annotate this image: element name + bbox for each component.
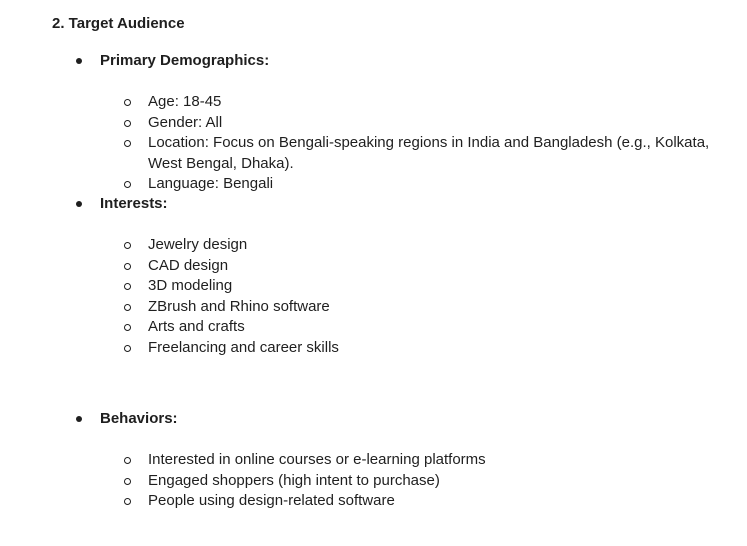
list-item-text: ZBrush and Rhino software xyxy=(148,297,330,315)
subsection-title-behaviors: Behaviors: xyxy=(100,410,178,427)
list-item-text: Arts and crafts xyxy=(148,318,245,335)
list-item xyxy=(0,276,747,297)
list-item xyxy=(0,317,747,338)
list-item xyxy=(0,256,747,277)
list-item xyxy=(0,338,747,359)
bullet-disc-icon xyxy=(76,58,82,64)
bullet-circle-icon xyxy=(124,283,131,290)
bullet-circle-icon xyxy=(124,345,131,352)
bullet-circle-icon xyxy=(124,120,131,127)
bullet-disc-icon xyxy=(76,416,82,422)
bullet-circle-icon xyxy=(124,99,131,106)
subsection-title-interests: Interests: xyxy=(100,195,168,212)
list-item-text: Gender: All xyxy=(148,113,223,131)
list-item xyxy=(0,174,747,195)
list-item-text: Jewelry design xyxy=(148,236,248,253)
interests-list xyxy=(0,235,747,358)
bullet-circle-icon xyxy=(124,324,131,331)
bullet-circle-icon xyxy=(124,140,131,147)
list-item-text: Age: 18-45 xyxy=(148,93,222,110)
demographics-list xyxy=(0,92,747,195)
list-item-text: CAD design xyxy=(148,256,229,274)
list-item-text: Freelancing and career skills xyxy=(148,338,339,356)
list-item xyxy=(0,113,747,134)
bullet-circle-icon xyxy=(124,304,131,311)
list-item xyxy=(0,235,747,256)
subsection-title-demographics: Primary Demographics: xyxy=(100,52,270,69)
list-item xyxy=(0,450,747,471)
section-heading: 2. Target Audience xyxy=(52,15,185,32)
list-item-text: 3D modeling xyxy=(148,277,233,294)
list-item xyxy=(0,92,747,113)
behaviors-list xyxy=(0,450,747,512)
list-item-text: Engaged shoppers (high intent to purchase) xyxy=(148,471,440,489)
bullet-circle-icon xyxy=(124,263,131,270)
bullet-circle-icon xyxy=(124,181,131,188)
list-item-text: Interested in online courses or e-learning platforms xyxy=(148,451,486,468)
list-item xyxy=(0,491,747,512)
list-item xyxy=(0,133,747,174)
bullet-circle-icon xyxy=(124,478,131,485)
list-item xyxy=(0,297,747,318)
bullet-disc-icon xyxy=(76,201,82,207)
list-item-text: Language: Bengali xyxy=(148,175,274,192)
list-item-text: People using design-related software xyxy=(148,492,395,509)
bullet-circle-icon xyxy=(124,242,131,249)
list-item-text: Location: Focus on Bengali-speaking regions in India and Bangladesh (e.g., Kolkata, West Bengal, Dhaka). xyxy=(148,134,710,172)
bullet-circle-icon xyxy=(124,457,131,464)
bullet-circle-icon xyxy=(124,498,131,505)
list-item xyxy=(0,471,747,492)
